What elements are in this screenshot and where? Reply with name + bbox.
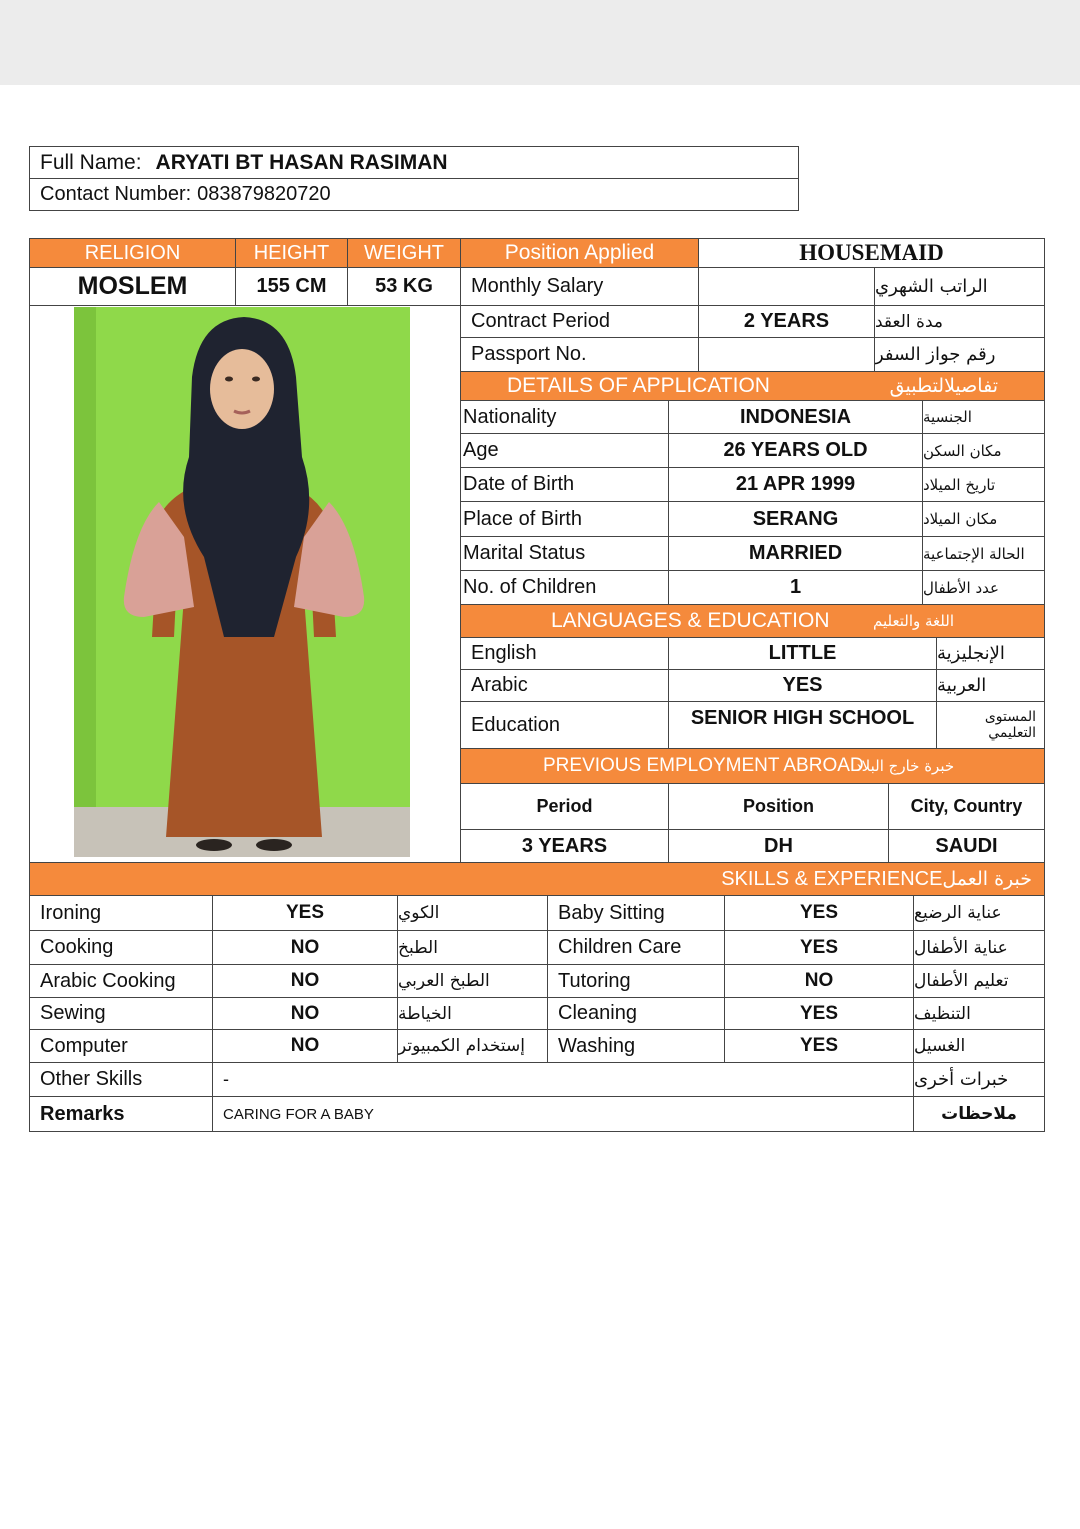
skill-arabic: عناية الرضيع (913, 895, 1045, 931)
english-value: LITTLE (668, 637, 937, 670)
contact-row (29, 178, 799, 211)
skill-arabic: الخياطة (397, 997, 548, 1030)
skill-label: Sewing (29, 997, 213, 1030)
employment-col-period: Period (460, 783, 669, 830)
detail-value: 26 YEARS OLD (668, 433, 923, 468)
skill-value: NO (724, 964, 914, 998)
arabic-value: YES (668, 669, 937, 702)
skill-arabic: الطبخ (397, 930, 548, 965)
detail-arabic: الحالة الإجتماعية (922, 536, 1045, 571)
skills-title: SKILLS & EXPERIENCE (721, 867, 943, 890)
skill-arabic: عناية الأطفال (913, 930, 1045, 965)
weight-value: 53 KG (347, 267, 461, 306)
top-bar (0, 0, 1080, 85)
detail-arabic: عدد الأطفال (922, 570, 1045, 605)
remarks-arabic: ملاحظات (913, 1096, 1045, 1132)
english-arabic: الإنجليزية (936, 637, 1045, 670)
detail-label: Age (460, 433, 669, 468)
skill-label: Baby Sitting (547, 895, 725, 931)
weight-header: WEIGHT (347, 238, 461, 268)
detail-label: Marital Status (460, 536, 669, 571)
position-value: HOUSEMAID (698, 238, 1045, 268)
languages-title: LANGUAGES & EDUCATION (551, 609, 830, 632)
other-skills-label: Other Skills (29, 1062, 213, 1097)
contact-label: Contact Number: (40, 183, 192, 205)
employment-position: DH (668, 829, 889, 863)
education-arabic-line-2: التعليمي (988, 725, 1036, 741)
detail-value: INDONESIA (668, 400, 923, 434)
remarks-label: Remarks (29, 1096, 213, 1132)
skills-title-arabic: خبرة العمل (942, 868, 1032, 890)
skill-label: Washing (547, 1029, 725, 1063)
arabic-label: Arabic (460, 669, 669, 702)
skill-value: NO (212, 964, 398, 998)
employment-period: 3 YEARS (460, 829, 669, 863)
employment-col-position: Position (668, 783, 889, 830)
full-name-value: ARYATI BT HASAN RASIMAN (155, 150, 448, 174)
detail-value: SERANG (668, 501, 923, 537)
skill-label: Computer (29, 1029, 213, 1063)
skill-label: Children Care (547, 930, 725, 965)
full-name-row (29, 146, 799, 179)
detail-arabic: مكان الميلاد (922, 501, 1045, 537)
other-skills-arabic: خبرات أخرى (913, 1062, 1045, 1097)
skill-arabic: الطبخ العربي (397, 964, 548, 998)
skill-arabic: الكوي (397, 895, 548, 931)
applicant-photo-illustration (74, 307, 410, 857)
languages-title-arabic: اللغة والتعليم (873, 612, 954, 630)
detail-arabic: الجنسية (922, 400, 1045, 434)
skill-label: Cooking (29, 930, 213, 965)
english-label: English (460, 637, 669, 670)
detail-arabic: تاريخ الميلاد (922, 467, 1045, 502)
position-header: Position Applied (460, 238, 699, 268)
employment-title-arabic: خبرة خارج البلاد (855, 757, 955, 775)
skill-value: NO (212, 930, 398, 965)
skill-value: YES (724, 997, 914, 1030)
employment-title: PREVIOUS EMPLOYMENT ABROAD (543, 755, 864, 776)
contract-period-value: 2 YEARS (698, 305, 875, 338)
passport-label: Passport No. (460, 337, 699, 372)
contact-value: 083879820720 (197, 183, 331, 205)
height-header: HEIGHT (235, 238, 348, 268)
detail-value: MARRIED (668, 536, 923, 571)
education-arabic-line-1: المستوى (984, 709, 1036, 725)
detail-arabic: مكان السكن (922, 433, 1045, 468)
skill-label: Ironing (29, 895, 213, 931)
height-value: 155 CM (235, 267, 348, 306)
detail-value: 1 (668, 570, 923, 605)
education-value: SENIOR HIGH SCHOOL (668, 701, 937, 749)
skill-value: NO (212, 997, 398, 1030)
skill-value: YES (212, 895, 398, 931)
skill-value: YES (724, 895, 914, 931)
detail-label: No. of Children (460, 570, 669, 605)
education-label: Education (460, 701, 669, 749)
skill-arabic: الغسيل (913, 1029, 1045, 1063)
skill-arabic: إستخدام الكمبيوتر (397, 1029, 548, 1063)
contract-period-arabic: مدة العقد (874, 305, 1045, 338)
employment-col-city: City, Country (888, 783, 1045, 830)
other-skills-value: - (212, 1062, 914, 1097)
detail-label: Nationality (460, 400, 669, 434)
details-section-header (460, 371, 1045, 401)
detail-value: 21 APR 1999 (668, 467, 923, 502)
skill-label: Cleaning (547, 997, 725, 1030)
details-title-arabic: تفاصيلالتطبيق (889, 375, 998, 397)
skill-value: NO (212, 1029, 398, 1063)
salary-arabic: الراتب الشهري (874, 267, 1045, 306)
religion-header: RELIGION (29, 238, 236, 268)
detail-label: Date of Birth (460, 467, 669, 502)
skill-arabic: التنظيف (913, 997, 1045, 1030)
detail-label: Place of Birth (460, 501, 669, 537)
employment-section-header (460, 748, 1045, 784)
skill-arabic: تعليم الأطفال (913, 964, 1045, 998)
employment-city: SAUDI (888, 829, 1045, 863)
applicant-photo (74, 307, 410, 857)
contract-period-label: Contract Period (460, 305, 699, 338)
details-title: DETAILS OF APPLICATION (507, 374, 770, 397)
skill-value: YES (724, 930, 914, 965)
salary-value (698, 267, 875, 306)
skill-label: Arabic Cooking (29, 964, 213, 998)
salary-label: Monthly Salary (460, 267, 699, 306)
skill-label: Tutoring (547, 964, 725, 998)
skills-section-header (29, 862, 1045, 896)
arabic-arabic: العربية (936, 669, 1045, 702)
passport-arabic: رقم جواز السفر (874, 337, 1045, 372)
full-name-label: Full Name: (40, 150, 142, 174)
remarks-value: CARING FOR A BABY (212, 1096, 914, 1132)
education-arabic (936, 701, 1045, 749)
languages-section-header (460, 604, 1045, 638)
skill-value: YES (724, 1029, 914, 1063)
passport-value (698, 337, 875, 372)
religion-value: MOSLEM (29, 267, 236, 306)
